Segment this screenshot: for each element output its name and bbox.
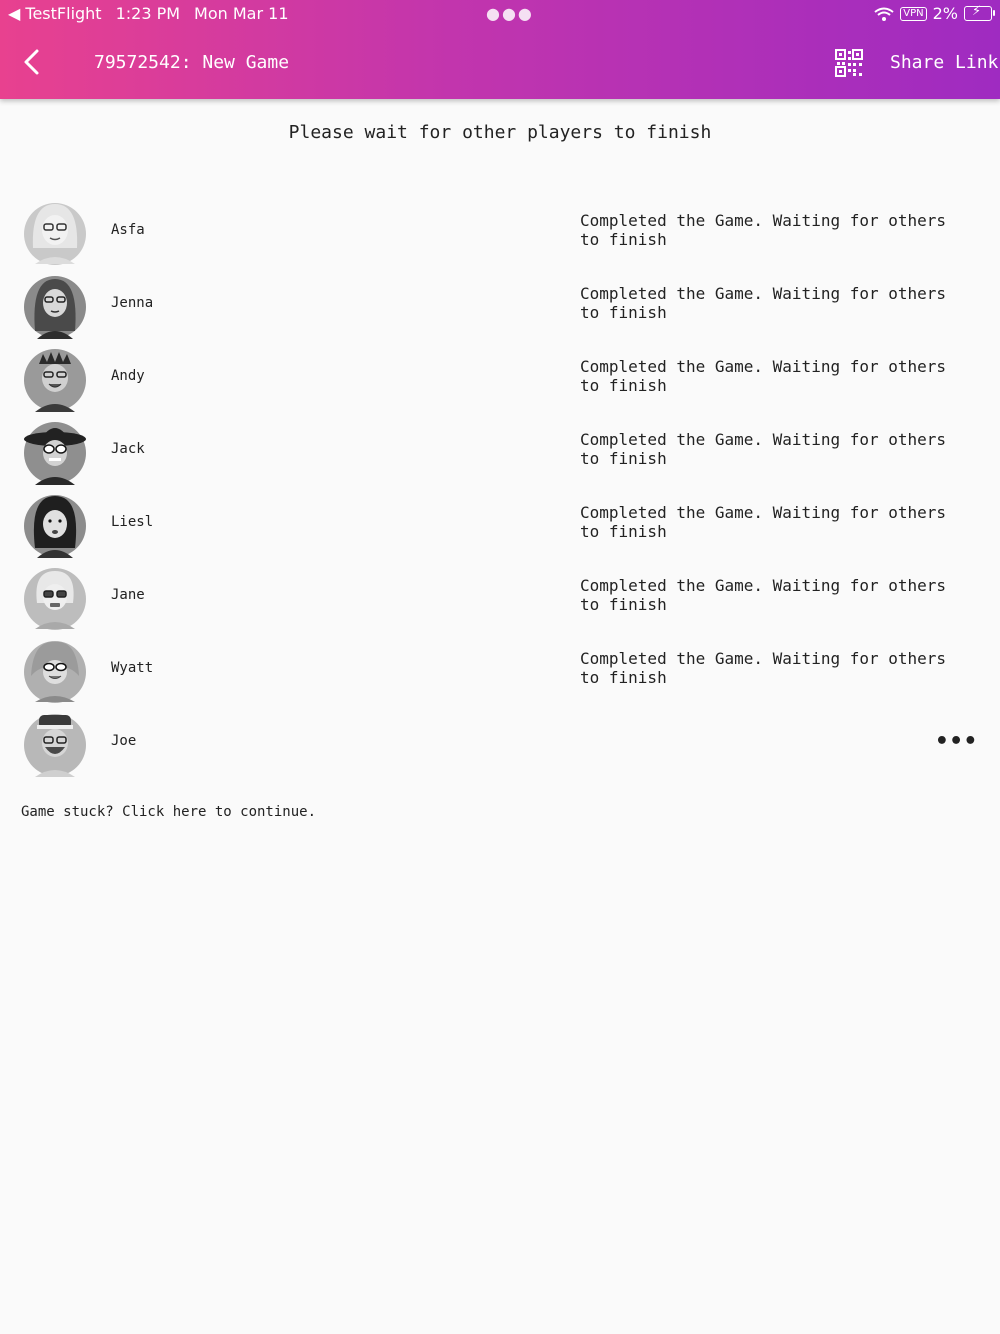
avatar (23, 198, 87, 266)
status-bar (0, 0, 1000, 26)
player-name: Liesl (111, 514, 154, 530)
player-row (0, 561, 1000, 634)
page-title: 79572542: New Game (94, 52, 290, 73)
player-name: Jack (111, 441, 145, 457)
chevron-left-icon (21, 48, 43, 76)
status-time: 1:23 PM (115, 4, 181, 23)
player-row (0, 196, 1000, 269)
player-row (0, 415, 1000, 488)
player-status: Completed the Game. Waiting for others to finish (580, 284, 947, 322)
battery-percent: 2% (932, 4, 958, 23)
player-name: Jenna (111, 295, 154, 311)
avatar (23, 563, 87, 631)
wifi-icon (874, 7, 894, 21)
qr-code-button[interactable] (834, 48, 864, 78)
triangle-left-icon: ◀ (8, 4, 21, 23)
player-status: Completed the Game. Waiting for others to finish (580, 576, 947, 614)
share-link-button[interactable]: Share Link (890, 52, 999, 73)
multitasking-dots-icon[interactable]: ●●● (486, 4, 534, 23)
avatar (23, 709, 87, 777)
player-row (0, 342, 1000, 415)
player-row (0, 634, 1000, 707)
avatar (23, 490, 87, 558)
player-name: Wyatt (111, 660, 154, 676)
player-status: Completed the Game. Waiting for others to finish (580, 430, 947, 468)
player-status: Completed the Game. Waiting for others to finish (580, 211, 947, 249)
player-name: Andy (111, 368, 145, 384)
qr-code-icon (834, 48, 864, 78)
player-row (0, 707, 1000, 780)
vpn-badge: VPN (900, 7, 926, 21)
player-name: Jane (111, 587, 145, 603)
game-stuck-link[interactable]: Game stuck? Click here to continue. (21, 804, 317, 820)
more-options-button[interactable]: ••• (935, 729, 978, 754)
avatar (23, 271, 87, 339)
player-status: Completed the Game. Waiting for others to finish (580, 357, 947, 395)
avatar (23, 636, 87, 704)
player-status: Completed the Game. Waiting for others to finish (580, 649, 947, 687)
status-date: Mon Mar 11 (194, 4, 289, 23)
back-button[interactable] (14, 44, 50, 80)
player-name: Joe (111, 733, 137, 749)
wait-message: Please wait for other players to finish (288, 122, 712, 143)
player-name: Asfa (111, 222, 145, 238)
avatar (23, 417, 87, 485)
player-status: Completed the Game. Waiting for others to finish (580, 503, 947, 541)
player-row (0, 488, 1000, 561)
player-list (0, 196, 1000, 780)
avatar (23, 344, 87, 412)
back-to-app-link[interactable]: ◀ TestFlight (8, 4, 102, 23)
player-row (0, 269, 1000, 342)
battery-icon: ⚡ (964, 6, 992, 21)
